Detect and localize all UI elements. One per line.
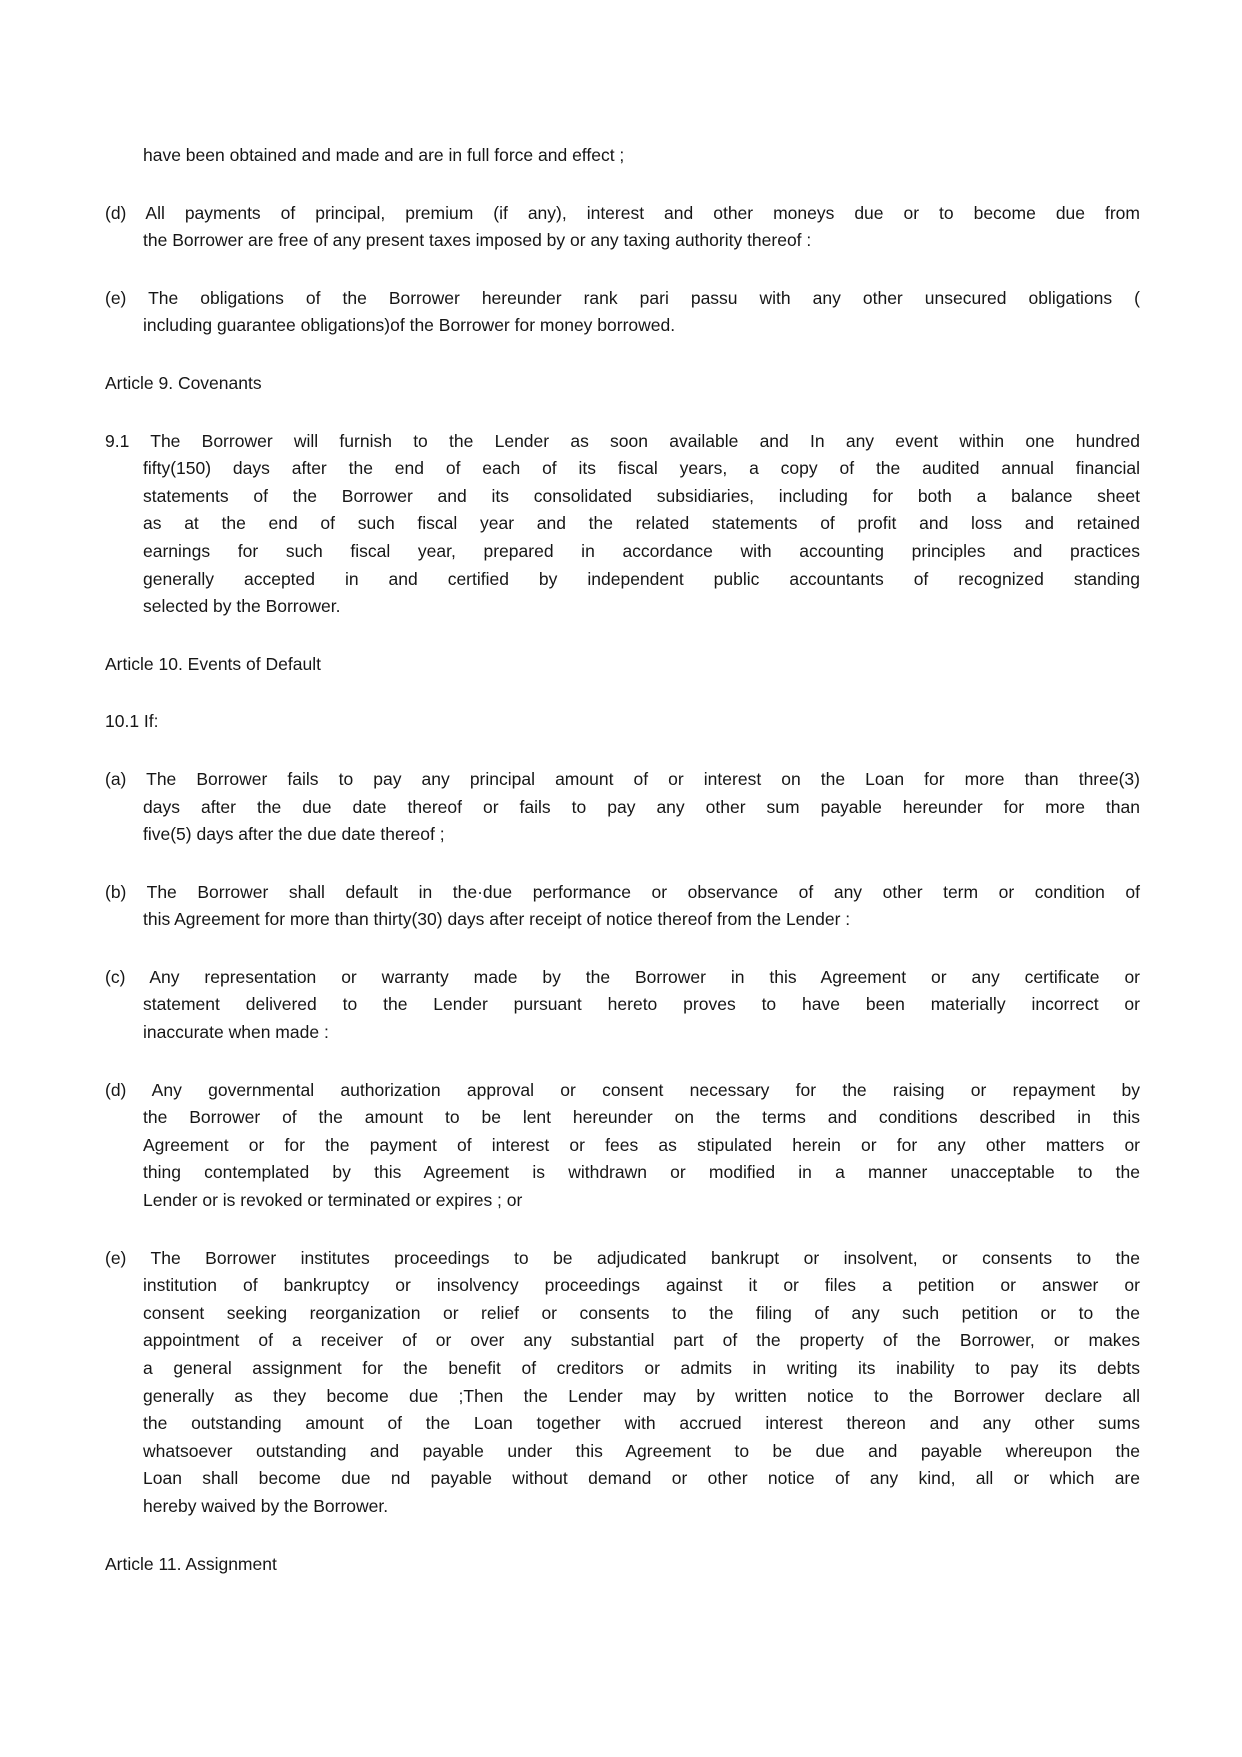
clause-e-pari-passu — [105, 285, 1140, 340]
clause-continuation — [105, 142, 1140, 170]
text-line: statement delivered to the Lender pursuant hereto proves to have been materially incorrect or — [143, 994, 1140, 1015]
text-line: (d) Any governmental authorization approval or consent necessary for the raising or repayment by — [105, 1079, 1140, 1100]
text-line: fifty(150) days after the end of each of its fiscal years, a copy of the audited annual financial — [143, 458, 1140, 479]
text-line: hereby waived by the Borrower. — [143, 1495, 389, 1516]
text-line: Lender or is revoked or terminated or expires ; or — [143, 1190, 523, 1211]
article-10-heading — [105, 651, 1140, 679]
text-line: have been obtained and made and are in full force and effect ; — [143, 145, 625, 165]
text-line: the outstanding amount of the Loan together with accrued interest thereon and any other sums — [143, 1413, 1140, 1434]
text-line: generally accepted in and certified by independent public accountants of recognized standing — [143, 568, 1140, 589]
text-line: inaccurate when made : — [143, 1022, 329, 1043]
text-line: (a) The Borrower fails to pay any principal amount of or interest on the Loan for more than three(3) — [105, 768, 1140, 789]
document-body — [105, 142, 1140, 1578]
text-line: Article 10. Events of Default — [105, 653, 321, 674]
text-line: Loan shall become due nd payable without demand or other notice of any kind, all or which are — [143, 1468, 1140, 1489]
text-line: (d) All payments of principal, premium (if any), interest and other moneys due or to become due from — [105, 202, 1140, 223]
clause-d-taxes — [105, 200, 1140, 255]
clause-10-1-if — [105, 708, 1140, 736]
text-line: (c) Any representation or warranty made by the Borrower in this Agreement or any certificate or — [105, 966, 1140, 987]
text-line: including guarantee obligations)of the Borrower for money borrowed. — [143, 315, 676, 336]
text-line: (b) The Borrower shall default in the·due performance or observance of any other term or condition of — [105, 881, 1140, 902]
article-9-heading — [105, 370, 1140, 398]
text-line: whatsoever outstanding and payable under this Agreement to be due and payable whereupon the — [143, 1440, 1140, 1461]
text-line: the Borrower are free of any present taxes imposed by or any taxing authority thereof : — [143, 230, 812, 251]
text-line: 9.1 The Borrower will furnish to the Lender as soon available and In any event within one hundred — [105, 430, 1140, 451]
text-line: generally as they become due ;Then the Lender may by written notice to the Borrower declare all — [143, 1385, 1140, 1406]
text-line: appointment of a receiver of or over any substantial part of the property of the Borrower, or makes — [143, 1330, 1140, 1351]
article-11-heading — [105, 1551, 1140, 1579]
clause-e-bankruptcy — [105, 1245, 1140, 1521]
text-line: (e) The Borrower institutes proceedings to be adjudicated bankrupt or insolvent, or consents to the — [105, 1247, 1140, 1268]
text-line: a general assignment for the benefit of creditors or admits in writing its inability to pay its debts — [143, 1358, 1140, 1378]
text-line: 10.1 If: — [105, 711, 159, 732]
text-line: thing contemplated by this Agreement is withdrawn or modified in a manner unacceptable to the — [143, 1162, 1140, 1183]
text-line: as at the end of such fiscal year and the related statements of profit and loss and retained — [143, 513, 1140, 534]
text-line: this Agreement for more than thirty(30) days after receipt of notice thereof from the Lender : — [143, 909, 851, 930]
text-line: consent seeking reorganization or relief or consents to the filing of any such petition or to the — [143, 1302, 1140, 1323]
text-line: Article 9. Covenants — [105, 372, 262, 393]
text-line: five(5) days after the due date thereof ; — [143, 824, 445, 845]
text-line: days after the due date thereof or fails to pay any other sum payable hereunder for more than — [143, 796, 1140, 817]
clause-b-default-performance — [105, 879, 1140, 934]
text-line: (e) The obligations of the Borrower hereunder rank pari passu with any other unsecured obligations ( — [105, 287, 1140, 308]
text-line: institution of bankruptcy or insolvency proceedings against it or files a petition or answer or — [143, 1275, 1140, 1296]
text-line: earnings for such fiscal year, prepared in accordance with accounting principles and practices — [143, 540, 1140, 561]
clause-a-failure-to-pay — [105, 766, 1140, 849]
text-line: Article 11. Assignment — [105, 1553, 277, 1574]
text-line: selected by the Borrower. — [143, 596, 341, 617]
clause-c-representation — [105, 964, 1140, 1047]
text-line: Agreement or for the payment of interest or fees as stipulated herein or for any other matters or — [143, 1134, 1140, 1155]
clause-d-governmental-authorization — [105, 1077, 1140, 1215]
text-line: statements of the Borrower and its consolidated subsidiaries, including for both a balance sheet — [143, 485, 1140, 506]
text-line: the Borrower of the amount to be lent hereunder on the terms and conditions described in this — [143, 1107, 1140, 1128]
clause-9-1 — [105, 428, 1140, 621]
